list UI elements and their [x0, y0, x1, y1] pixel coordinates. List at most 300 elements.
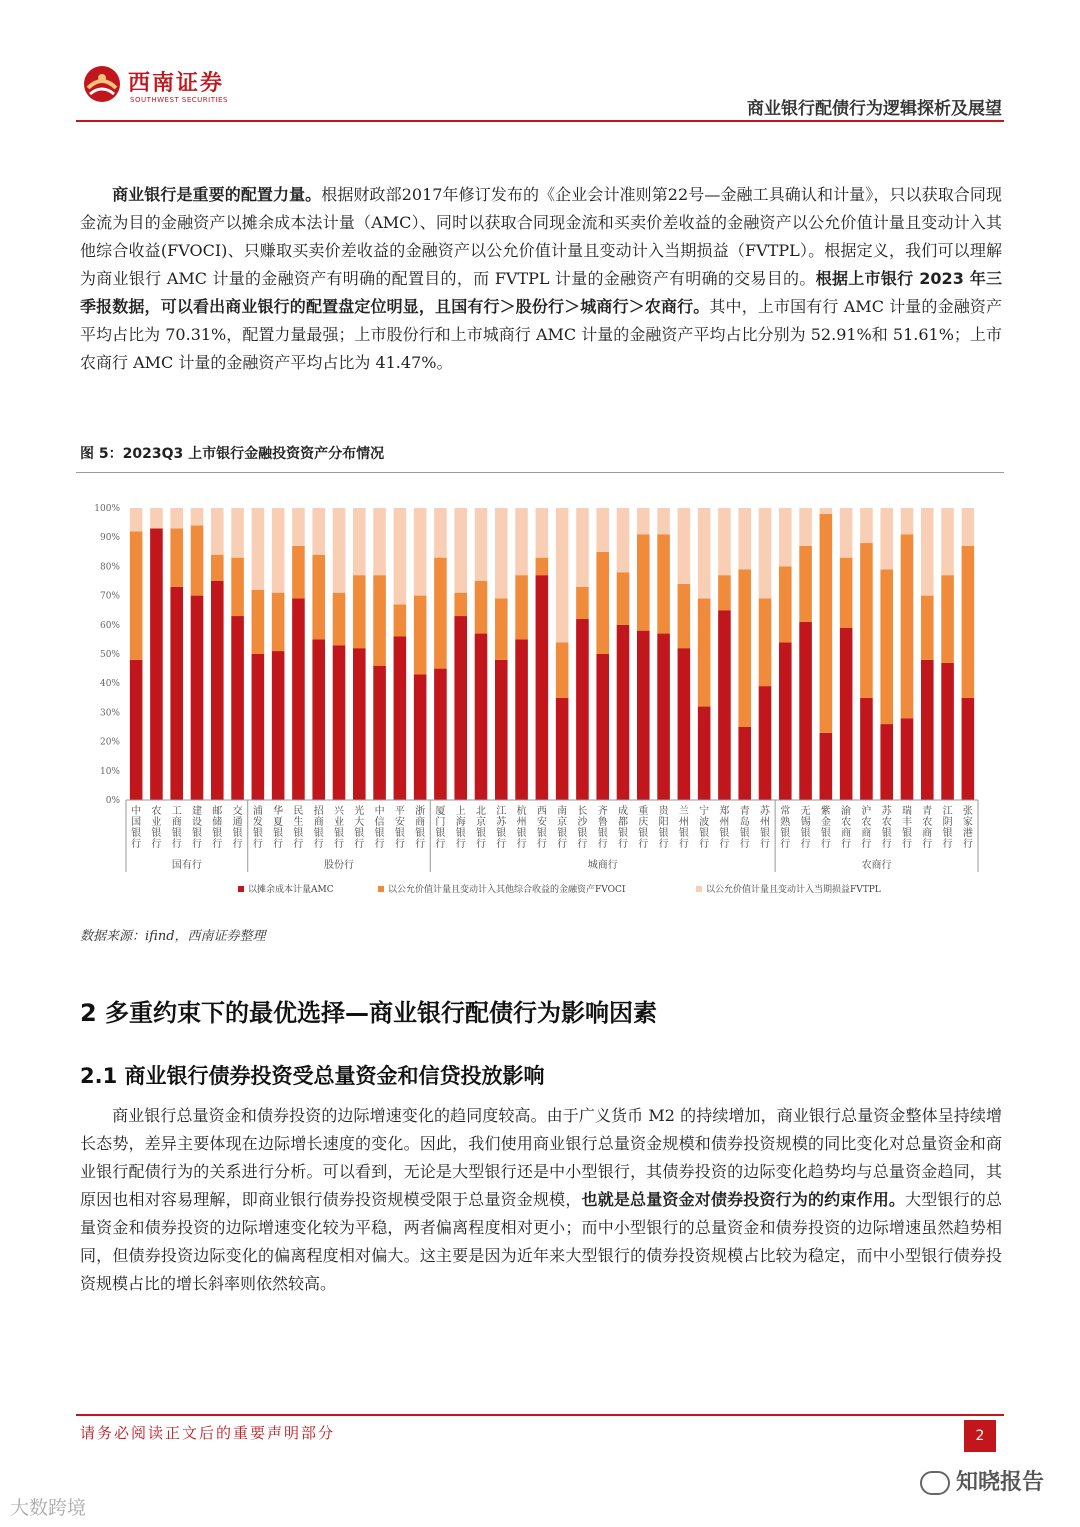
- bar-segment-2: [921, 596, 934, 660]
- x-category-char: 浙: [415, 806, 426, 817]
- y-tick-label: 40%: [99, 679, 120, 690]
- bar-segment-1: [272, 651, 285, 800]
- bar-segment-3: [962, 508, 975, 546]
- header-divider: [76, 120, 1004, 122]
- x-category-char: 丰: [902, 817, 912, 828]
- x-category-char: 南: [557, 806, 568, 817]
- x-category-char: 银: [192, 828, 202, 839]
- x-category-char: 商: [841, 828, 852, 839]
- x-category-char: 行: [760, 839, 770, 850]
- x-category-char: 储: [212, 817, 223, 828]
- bar-segment-2: [840, 558, 853, 628]
- legend-swatch: [696, 886, 702, 892]
- bar-segment-2: [353, 575, 366, 648]
- x-category-char: 工: [171, 806, 182, 817]
- x-category-char: 州: [760, 817, 770, 828]
- x-category-char: 银: [780, 828, 791, 839]
- x-category-char: 银: [415, 828, 426, 839]
- x-category-char: 岛: [739, 817, 750, 828]
- legend-swatch: [378, 886, 384, 892]
- x-category-char: 行: [516, 839, 527, 850]
- bar-segment-1: [536, 575, 549, 800]
- x-category-char: 银: [334, 828, 344, 839]
- bar-segment-3: [515, 508, 528, 575]
- x-category-char: 银: [455, 828, 466, 839]
- bar-segment-1: [170, 587, 183, 800]
- bar-segment-2: [495, 599, 508, 660]
- bar-segment-3: [475, 508, 488, 581]
- x-category-char: 行: [435, 839, 446, 850]
- bar-segment-3: [170, 508, 183, 528]
- bar-segment-3: [536, 508, 549, 558]
- bar-segment-2: [941, 575, 954, 663]
- x-category-char: 农: [861, 817, 872, 828]
- stacked-bar-chart: [78, 480, 1002, 920]
- y-tick-label: 30%: [99, 708, 120, 719]
- legend-label: 以公允价值计量且变动计入当期损益FVTPL: [706, 885, 881, 895]
- x-category-char: 信: [374, 817, 385, 828]
- bar-segment-2: [414, 596, 427, 675]
- x-category-char: 贵: [658, 806, 669, 817]
- para1-lead: 商业银行是重要的配置力量。: [112, 185, 322, 204]
- bar-segment-2: [231, 558, 244, 616]
- bar-segment-1: [394, 636, 407, 800]
- bar-segment-2: [394, 604, 407, 636]
- x-category-char: 银: [171, 828, 182, 839]
- x-category-char: 行: [800, 839, 811, 850]
- x-category-char: 银: [354, 828, 365, 839]
- bar-segment-3: [799, 508, 812, 546]
- logo-emblem-icon: [82, 64, 122, 104]
- bar-segment-3: [312, 508, 325, 555]
- section-heading: 2 多重约束下的最优选择—商业银行配债行为影响因素: [80, 999, 658, 1027]
- bar-segment-1: [231, 616, 244, 800]
- bar-segment-2: [475, 581, 488, 634]
- logo-english-name: SOUTHWEST SECURITIES: [130, 96, 228, 104]
- x-category-char: 银: [638, 828, 649, 839]
- y-tick-label: 70%: [99, 591, 120, 602]
- logo-chinese-name: 西南证券: [128, 70, 225, 96]
- y-tick-label: 100%: [94, 504, 120, 514]
- bar-segment-1: [414, 674, 427, 800]
- bar-segment-2: [333, 593, 346, 646]
- bar-segment-3: [840, 508, 853, 558]
- para1-tail: 其中，上市国有行 AMC 计量的金融资产平均占比为 70.31%，配置力量最强；上市股份行和上市城商行 AMC 计量的金融资产平均占比分别为 52.91%和 51.61%；上市农商行 AMC 计量的金融资产平均占比为 41.47%。: [80, 297, 1002, 372]
- x-category-char: 商: [171, 817, 182, 828]
- bar-segment-1: [880, 724, 893, 800]
- x-category-char: 夏: [273, 817, 284, 828]
- x-category-char: 行: [678, 839, 689, 850]
- bar-segment-3: [252, 508, 265, 590]
- bar-segment-1: [799, 622, 812, 800]
- x-category-char: 银: [374, 828, 385, 839]
- x-category-char: 行: [313, 839, 324, 850]
- x-category-char: 银: [881, 828, 892, 839]
- y-tick-label: 20%: [99, 737, 120, 748]
- legend-swatch: [238, 886, 244, 892]
- x-category-char: 兰: [678, 806, 689, 817]
- x-category-char: 行: [232, 839, 243, 850]
- x-category-char: 港: [962, 828, 973, 839]
- x-category-char: 行: [719, 839, 730, 850]
- para2-tail: 大型银行的总量资金和债券投资的边际增速变化较为平稳，两者偏离程度相对更小；而中小型银行的总量资金和债券投资的边际增速虽然趋势相同，但债券投资边际变化的偏离程度相对偏大。这主要是因为近年来大型银行的债券投资规模占比较为稳定，而中小型银行债券投资规模占比的增长斜率则依然较高。: [80, 1190, 1002, 1293]
- bar-segment-2: [252, 590, 265, 654]
- y-tick-label: 50%: [99, 650, 120, 660]
- paragraph-section2: [80, 1102, 1002, 1298]
- x-category-char: 门: [435, 817, 446, 828]
- x-category-char: 邮: [212, 806, 223, 817]
- x-category-char: 京: [557, 817, 568, 828]
- bar-segment-3: [191, 508, 204, 526]
- x-category-char: 银: [658, 828, 669, 839]
- y-tick-label: 0%: [105, 796, 120, 806]
- x-category-char: 银: [699, 828, 710, 839]
- x-category-char: 行: [902, 839, 912, 850]
- para2-highlight: 也就是总量资金对债券投资行为的约束作用。: [581, 1190, 906, 1209]
- bar-segment-3: [373, 508, 386, 575]
- x-category-char: 银: [293, 828, 304, 839]
- bar-segment-2: [515, 575, 528, 639]
- footer-divider: [76, 1414, 1004, 1416]
- bar-segment-3: [434, 508, 447, 558]
- x-category-char: 鲁: [597, 817, 608, 828]
- bar-segment-1: [191, 596, 204, 800]
- x-category-char: 银: [942, 828, 953, 839]
- bar-segment-1: [698, 707, 711, 800]
- bar-segment-1: [292, 599, 305, 800]
- x-category-char: 无: [800, 806, 811, 817]
- bar-segment-3: [759, 508, 772, 599]
- watermark-right: [920, 1465, 1044, 1496]
- x-category-char: 海: [455, 817, 466, 828]
- x-category-char: 光: [354, 806, 365, 817]
- group-label: 农商行: [861, 860, 892, 871]
- bar-segment-2: [820, 514, 833, 733]
- para1-highlight: 根据上市银行 2023 年三季报数据，可以看出商业银行的配置盘定位明显，且国有行＞股份行＞城商行＞农商行。: [80, 269, 1002, 316]
- x-category-char: 农: [922, 817, 933, 828]
- x-category-char: 张: [962, 806, 973, 817]
- bar-segment-1: [921, 660, 934, 800]
- bar-segment-3: [414, 508, 427, 596]
- x-category-char: 大: [354, 817, 365, 828]
- footer-notice: 请务必阅读正文后的重要声明部分: [80, 1424, 336, 1442]
- x-category-char: 安: [536, 817, 547, 828]
- bar-segment-3: [860, 508, 873, 543]
- bar-segment-2: [962, 546, 975, 698]
- bar-segment-3: [495, 508, 508, 599]
- bar-segment-3: [454, 508, 467, 593]
- x-category-char: 交: [232, 806, 243, 817]
- x-category-char: 民: [293, 806, 304, 817]
- x-category-char: 行: [942, 839, 953, 850]
- x-category-char: 安: [394, 817, 405, 828]
- x-category-char: 行: [455, 839, 466, 850]
- x-category-char: 兴: [334, 806, 344, 817]
- x-category-char: 银: [719, 828, 730, 839]
- x-category-char: 行: [354, 839, 365, 850]
- x-category-char: 成: [618, 806, 628, 817]
- bar-segment-3: [130, 508, 143, 531]
- bar-segment-3: [231, 508, 244, 558]
- watermark-left: 大数跨境: [10, 1497, 87, 1519]
- x-category-char: 业: [151, 817, 162, 828]
- bar-segment-1: [252, 654, 265, 800]
- x-category-char: 发: [252, 817, 263, 828]
- x-category-char: 华: [273, 806, 284, 817]
- bar-segment-3: [718, 508, 731, 575]
- x-category-char: 阴: [942, 817, 953, 828]
- bar-segment-3: [272, 508, 285, 593]
- x-category-char: 银: [252, 828, 263, 839]
- x-category-char: 建: [192, 806, 202, 817]
- y-tick-label: 80%: [99, 562, 120, 573]
- x-category-char: 浦: [252, 806, 263, 817]
- x-category-char: 中: [131, 806, 142, 817]
- x-category-char: 锡: [800, 817, 811, 828]
- figure-divider: [76, 472, 1004, 473]
- x-category-char: 厦: [435, 806, 446, 817]
- bar-segment-1: [454, 616, 467, 800]
- x-category-char: 银: [618, 828, 628, 839]
- para2-lead: 商业银行总量资金和债券投资的边际增速变化的趋同度较高。: [112, 1106, 547, 1125]
- bar-segment-2: [434, 558, 447, 669]
- x-category-char: 家: [962, 817, 973, 828]
- x-category-char: 银: [536, 828, 547, 839]
- x-category-char: 行: [962, 839, 973, 850]
- x-category-char: 银: [394, 828, 405, 839]
- x-category-char: 行: [536, 839, 547, 850]
- x-category-char: 青: [739, 806, 750, 817]
- x-category-char: 业: [334, 817, 344, 828]
- bar-segment-1: [617, 625, 630, 800]
- bar-segment-2: [738, 569, 751, 727]
- bar-segment-2: [678, 584, 691, 648]
- x-category-char: 州: [516, 817, 527, 828]
- x-category-char: 苏: [496, 817, 507, 828]
- bar-segment-2: [759, 599, 772, 687]
- bar-segment-2: [536, 558, 549, 576]
- x-category-char: 齐: [597, 806, 608, 817]
- figure-caption: 图 5：2023Q3 上市银行金融投资资产分布情况: [80, 446, 385, 462]
- x-category-char: 平: [394, 806, 405, 817]
- para1-body: 根据财政部2017年修订发布的《企业会计准则第22号—金融工具确认和计量》，只以获取合同现金流为目的金融资产以摊余成本法计量（AMC）、同时以获取合同现金流和买卖价差收益的金融资产以公允价值计量且变动计入其他综合收益(FVOCI)、只赚取买卖价差收益的金融资产以公允价值计量且变动计入当期损益（FVTPL）。根据定义，我们可以理解为商业银行 AMC 计量的金融资产有明确的配置目的，而 FVTPL 计量的金融资产有明确的交易目的。: [80, 185, 1002, 288]
- x-category-char: 行: [841, 839, 852, 850]
- x-category-char: 银: [597, 828, 608, 839]
- x-category-char: 行: [394, 839, 405, 850]
- bar-segment-1: [434, 669, 447, 800]
- para2-body: 由于广义货币 M2 的持续增加，商业银行总量资金整体呈持续增长态势，差异主要体现在边际增长速度的变化。因此，我们使用商业银行总量资金规模和债券投资规模的同比变化对总量资金和商业银行配债行为的关系进行分析。可以看到，无论是大型银行还是中小型银行，其债券投资的边际变化趋势均与总量资金趋同，其原因也相对容易理解，即商业银行债券投资规模受限于总量资金规模，: [80, 1106, 1002, 1209]
- x-category-char: 银: [212, 828, 223, 839]
- x-category-char: 生: [293, 817, 304, 828]
- x-category-char: 宁: [699, 806, 710, 817]
- bar-segment-3: [576, 508, 589, 587]
- x-category-char: 通: [232, 817, 243, 828]
- x-category-char: 北: [476, 806, 486, 817]
- x-category-char: 商: [922, 828, 933, 839]
- bar-segment-2: [698, 599, 711, 707]
- page-number: 2: [964, 1420, 996, 1452]
- x-category-char: 沙: [577, 817, 588, 828]
- watermark-right-text: 知晓报告: [955, 1470, 1044, 1495]
- group-label: 国有行: [171, 860, 202, 871]
- bar-segment-2: [454, 593, 467, 616]
- x-category-char: 行: [293, 839, 304, 850]
- x-category-char: 行: [820, 839, 831, 850]
- paragraph-intro: [80, 181, 1002, 377]
- x-category-char: 行: [881, 839, 892, 850]
- x-category-char: 行: [212, 839, 223, 850]
- y-tick-label: 90%: [99, 533, 120, 544]
- bar-segment-3: [333, 508, 346, 593]
- x-category-char: 西: [536, 806, 547, 817]
- wechat-icon: [920, 1471, 950, 1495]
- x-category-char: 行: [151, 839, 162, 850]
- x-category-char: 银: [131, 828, 142, 839]
- bar-segment-1: [130, 660, 143, 800]
- x-category-char: 行: [252, 839, 263, 850]
- x-category-char: 紫: [820, 806, 831, 817]
- bar-segment-1: [150, 528, 163, 800]
- x-category-char: 行: [557, 839, 568, 850]
- x-category-char: 银: [820, 828, 831, 839]
- bar-segment-2: [596, 552, 609, 654]
- bar-segment-2: [637, 534, 650, 630]
- x-category-char: 长: [577, 806, 588, 817]
- x-category-char: 行: [374, 839, 385, 850]
- x-category-char: 行: [597, 839, 608, 850]
- bar-segment-2: [170, 528, 183, 586]
- bar-segment-2: [191, 526, 204, 596]
- x-category-char: 银: [577, 828, 588, 839]
- x-category-char: 银: [313, 828, 324, 839]
- bar-segment-2: [901, 534, 914, 718]
- x-category-char: 行: [739, 839, 750, 850]
- x-category-char: 金: [820, 817, 831, 828]
- x-category-char: 熟: [780, 817, 791, 828]
- x-category-char: 行: [415, 839, 426, 850]
- bar-segment-3: [292, 508, 305, 546]
- bar-segment-1: [820, 733, 833, 800]
- group-label: 股份行: [324, 860, 354, 871]
- bar-segment-3: [617, 508, 630, 572]
- bar-segment-3: [637, 508, 650, 534]
- x-category-char: 行: [131, 839, 142, 850]
- x-category-char: 银: [902, 828, 912, 839]
- bar-segment-2: [312, 555, 325, 640]
- bar-segment-1: [556, 698, 569, 800]
- bar-segment-1: [738, 727, 751, 800]
- bar-segment-3: [596, 508, 609, 552]
- bar-segment-2: [556, 642, 569, 697]
- x-category-char: 重: [638, 806, 649, 817]
- bar-segment-3: [820, 508, 833, 514]
- bar-segment-1: [475, 634, 488, 800]
- x-category-char: 沪: [861, 806, 872, 817]
- bar-segment-1: [941, 663, 954, 800]
- legend-label: 以摊余成本计量AMC: [248, 885, 334, 895]
- x-category-char: 招: [313, 806, 324, 817]
- x-category-char: 行: [618, 839, 628, 850]
- x-category-char: 行: [192, 839, 202, 850]
- bar-segment-1: [962, 698, 975, 800]
- x-category-char: 常: [780, 806, 791, 817]
- x-category-char: 瑞: [902, 806, 912, 817]
- bar-segment-1: [333, 645, 346, 800]
- bar-segment-1: [779, 642, 792, 800]
- x-category-char: 阳: [658, 817, 669, 828]
- x-category-char: 银: [678, 828, 689, 839]
- x-category-char: 行: [171, 839, 182, 850]
- bar-segment-1: [840, 628, 853, 800]
- x-category-char: 中: [374, 806, 385, 817]
- x-category-char: 行: [922, 839, 933, 850]
- bar-segment-1: [576, 619, 589, 800]
- bar-segment-3: [880, 508, 893, 569]
- group-label: 城商行: [587, 860, 618, 871]
- bar-segment-3: [353, 508, 366, 575]
- x-category-char: 行: [577, 839, 588, 850]
- bar-segment-3: [211, 508, 224, 555]
- x-category-char: 国: [131, 817, 142, 828]
- x-category-char: 行: [658, 839, 669, 850]
- bar-segment-1: [759, 686, 772, 800]
- x-category-char: 商: [861, 828, 872, 839]
- x-category-char: 商: [313, 817, 324, 828]
- subsection-heading: 2.1 商业银行债券投资受总量资金和信贷投放影响: [80, 1064, 545, 1088]
- report-title: 商业银行配债行为逻辑探析及展望: [747, 99, 1002, 119]
- x-category-char: 行: [476, 839, 486, 850]
- x-category-char: 银: [435, 828, 446, 839]
- x-category-char: 银: [760, 828, 770, 839]
- bar-segment-2: [779, 566, 792, 642]
- x-category-char: 农: [151, 806, 162, 817]
- bar-segment-3: [556, 508, 569, 642]
- bar-segment-2: [272, 593, 285, 651]
- x-category-char: 苏: [881, 806, 892, 817]
- x-category-char: 江: [942, 806, 953, 817]
- x-category-char: 苏: [760, 806, 770, 817]
- bar-segment-1: [515, 639, 528, 800]
- x-category-char: 郑: [719, 806, 730, 817]
- company-logo: [82, 64, 242, 112]
- x-category-char: 商: [415, 817, 426, 828]
- bar-segment-2: [718, 575, 731, 610]
- x-category-char: 州: [678, 817, 689, 828]
- bar-segment-3: [921, 508, 934, 596]
- x-category-char: 州: [719, 817, 730, 828]
- x-category-char: 行: [496, 839, 507, 850]
- x-category-char: 农: [841, 817, 852, 828]
- bar-segment-2: [657, 534, 670, 633]
- x-category-char: 设: [192, 817, 202, 828]
- data-source: 数据来源：ifind，西南证券整理: [80, 929, 266, 944]
- bar-segment-1: [860, 698, 873, 800]
- x-category-char: 行: [861, 839, 872, 850]
- x-category-char: 行: [273, 839, 284, 850]
- bar-segment-2: [617, 572, 630, 625]
- bar-segment-3: [150, 508, 163, 528]
- x-category-char: 银: [151, 828, 162, 839]
- bar-segment-1: [718, 610, 731, 800]
- bar-segment-2: [292, 546, 305, 599]
- bar-segment-2: [373, 575, 386, 666]
- bar-segment-2: [880, 569, 893, 724]
- bar-segment-3: [394, 508, 407, 604]
- bar-segment-3: [779, 508, 792, 566]
- x-category-char: 杭: [516, 806, 527, 817]
- bar-segment-1: [637, 631, 650, 800]
- bar-segment-3: [738, 508, 751, 569]
